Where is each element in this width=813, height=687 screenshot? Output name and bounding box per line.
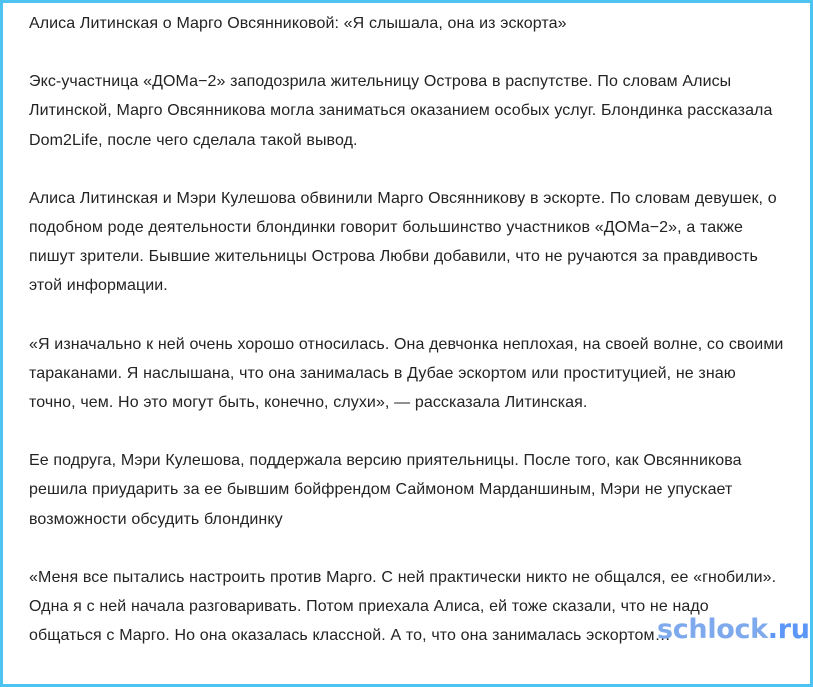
watermark-site-name: schlock	[657, 614, 768, 645]
article-body	[29, 9, 784, 650]
article-headline: Алиса Литинская о Марго Овсянниковой: «Я слышала, она из эскорта»	[29, 15, 567, 32]
watermark-site-tld: .ru	[767, 614, 810, 645]
article-paragraph-1: Экс-участница «ДОМа−2» заподозрила жительницу Острова в распутстве. По словам Алисы Литинской, Марго Овсянникова могла заниматься оказанием особых услуг. Блондинка рассказала Dom2Life, после чего сделала такой вывод.	[29, 73, 773, 149]
article-paragraph-3: «Я изначально к ней очень хорошо относилась. Она девчонка неплохая, на своей волне, со своими тараканами. Я наслышана, что она занималась в Дубае эскортом или проституцией, не знаю точно, чем. Но это могут быть, конечно, слухи», — рассказала Литинская.	[29, 335, 784, 412]
article-paragraph-2: Алиса Литинская и Мэри Кулешова обвинили Марго Овсянникову в эскорте. По словам девушек, о подобном роде деятельности блондинки говорит большинство участников «ДОМа−2», а также пишут зрители. Бывшие жительницы Острова Любви добавили, что не ручаются за правдивость этой информации.	[29, 189, 777, 295]
article-paragraph-4: Ее подруга, Мэри Кулешова, поддержала версию приятельницы. После того, как Овсянникова решила приударить за ее бывшим бойфрендом Саймоном Марданшиным, Мэри не упускает возможности обсудить блондинку	[29, 452, 742, 528]
article-paragraph-5: «Меня все пытались настроить против Марго. С ней практически никто не общался, ее «гнобили». Одна я с ней начала разговаривать. Потом приехала Алиса, ей тоже сказали, что не надо общаться с Марго. Но она оказалась классной. А то, что она занималась эскортом…	[29, 568, 777, 645]
